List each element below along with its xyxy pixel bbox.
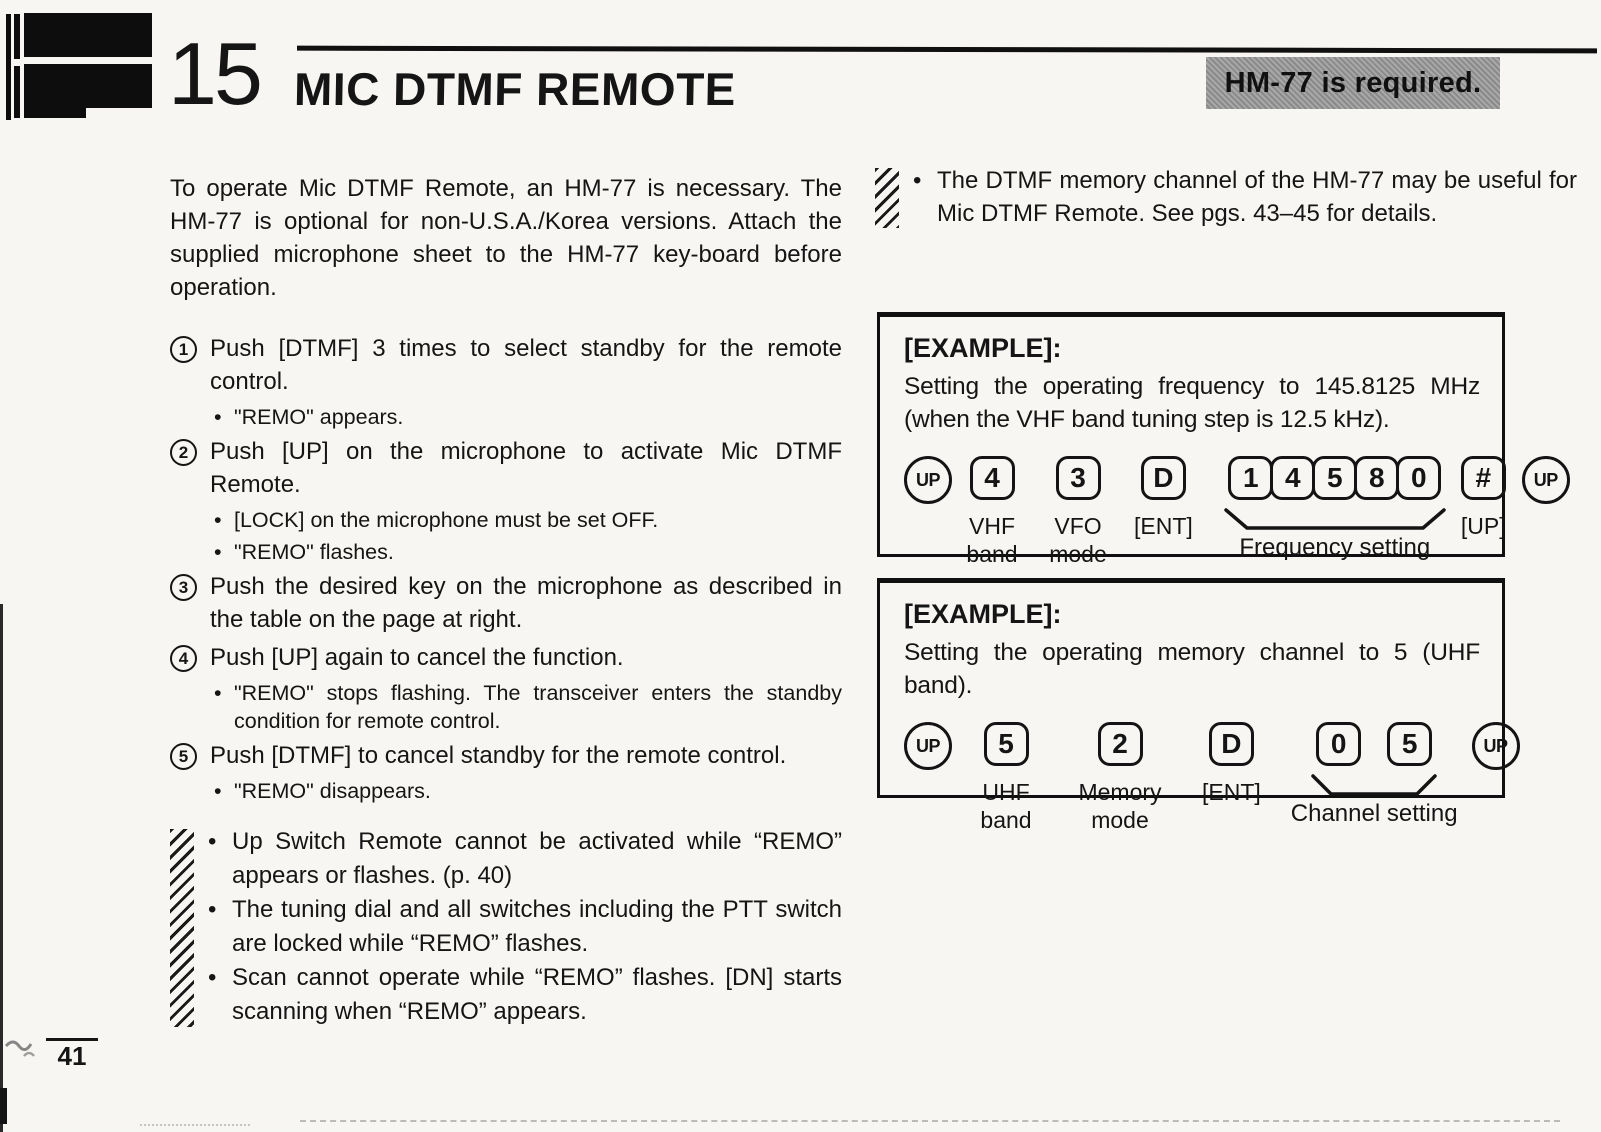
dtmf-key: 4 bbox=[1270, 456, 1315, 500]
dtmf-key: 1 bbox=[1228, 456, 1273, 500]
note-bullet: • The tuning dial and all switches including the PTT switch are locked while “REMO” flashes. bbox=[206, 893, 842, 961]
step-item-5 bbox=[170, 739, 842, 772]
step-text: Push [UP] on the microphone to activate Mic DTMF Remote. bbox=[210, 438, 842, 498]
example-heading: [EXAMPLE]: bbox=[904, 599, 1062, 629]
hatch-bar-icon bbox=[170, 829, 194, 1027]
step-item-2 bbox=[170, 435, 842, 501]
dtmf-key: 4 bbox=[970, 456, 1015, 500]
keypad-column bbox=[1046, 456, 1110, 568]
key-group bbox=[1291, 722, 1458, 828]
up-key: UP bbox=[904, 722, 952, 770]
tab-bar-thin-1 bbox=[6, 14, 11, 120]
dtmf-key: 5 bbox=[1312, 456, 1357, 500]
dtmf-key: 8 bbox=[1354, 456, 1399, 500]
page-title: MIC DTMF REMOTE bbox=[293, 63, 737, 115]
example-box-memory bbox=[877, 578, 1508, 833]
keypad-column bbox=[1068, 722, 1172, 834]
dtmf-key: D bbox=[1141, 456, 1186, 500]
note-right bbox=[875, 164, 1577, 230]
key-group-row bbox=[1316, 722, 1432, 766]
example-description: Setting the operating frequency to 145.8125 MHz (when the VHF band tuning step is 12.5 kHz). bbox=[904, 373, 1480, 433]
step-item-4 bbox=[170, 641, 842, 674]
dtmf-key: 5 bbox=[1387, 722, 1432, 766]
up-key: UP bbox=[1522, 456, 1570, 504]
left-column bbox=[170, 172, 842, 1029]
keypad-column bbox=[974, 722, 1038, 834]
keypad-column bbox=[1202, 722, 1261, 806]
key-caption: [ENT] bbox=[1202, 779, 1261, 805]
keypad-column bbox=[1472, 722, 1520, 770]
tab-bar-block-1 bbox=[24, 13, 152, 57]
dtmf-key: 2 bbox=[1098, 722, 1143, 766]
brace-icon bbox=[1223, 508, 1447, 532]
scan-artifact-line bbox=[140, 1124, 250, 1126]
up-key: UP bbox=[1472, 722, 1520, 770]
example-box-frequency bbox=[877, 312, 1558, 567]
key-caption: Memory mode bbox=[1078, 779, 1162, 833]
step-text: Push [DTMF] to cancel standby for the remote control. bbox=[210, 742, 787, 769]
dtmf-key: # bbox=[1461, 456, 1506, 500]
key-caption: VFO mode bbox=[1049, 513, 1107, 567]
chapter-number: 15 bbox=[168, 24, 260, 123]
key-caption: UHF band bbox=[980, 779, 1032, 833]
brace-icon bbox=[1310, 774, 1438, 798]
step-bullet: • "REMO" disappears. bbox=[210, 777, 842, 805]
keypad-column bbox=[904, 722, 952, 770]
key-caption: [ENT] bbox=[1134, 513, 1193, 539]
requirement-badge: HM-77 is required. bbox=[1206, 57, 1500, 109]
keypad-column bbox=[1522, 456, 1570, 504]
dtmf-key: 3 bbox=[1056, 456, 1101, 500]
key-caption: [UP] bbox=[1460, 513, 1506, 539]
tab-bar-thin-3 bbox=[14, 66, 20, 118]
step-item-1 bbox=[170, 332, 842, 398]
tab-bar-block-2 bbox=[24, 64, 152, 108]
header-rule bbox=[297, 46, 1597, 54]
keypad-column bbox=[1134, 456, 1193, 540]
step-number-icon: 2 bbox=[170, 439, 197, 466]
note-bullet: • The DTMF memory channel of the HM-77 may be useful for Mic DTMF Remote. See pgs. 43–45 for details. bbox=[911, 164, 1577, 230]
step-number-icon: 5 bbox=[170, 743, 197, 770]
dtmf-key: 0 bbox=[1396, 456, 1441, 500]
keypad-column bbox=[904, 456, 952, 504]
page-number: 41 bbox=[57, 1041, 87, 1071]
dtmf-key: 0 bbox=[1316, 722, 1361, 766]
step-bullet: • [LOCK] on the microphone must be set OFF. bbox=[210, 506, 842, 534]
example-description: Setting the operating memory channel to 5 (UHF band). bbox=[904, 639, 1480, 699]
key-group bbox=[1223, 456, 1447, 562]
step-text: Push the desired key on the microphone as described in the table on the page at right. bbox=[210, 573, 842, 633]
page-edge-mark bbox=[0, 604, 3, 1132]
example-heading: [EXAMPLE]: bbox=[904, 333, 1062, 363]
key-group-row bbox=[1228, 456, 1441, 500]
page-edge-mark bbox=[0, 1088, 7, 1124]
key-caption: VHF band bbox=[966, 513, 1018, 567]
group-caption: Channel setting bbox=[1290, 800, 1458, 827]
step-text: Push [DTMF] 3 times to select standby for the remote control. bbox=[210, 335, 842, 395]
group-caption: Frequency setting bbox=[1239, 534, 1431, 561]
example1-keypad bbox=[904, 456, 1558, 568]
step-text: Push [UP] again to cancel the function. bbox=[210, 644, 624, 671]
scan-artifact-line bbox=[300, 1120, 1560, 1122]
step-bullet: • "REMO" flashes. bbox=[210, 538, 842, 566]
dtmf-key: 5 bbox=[984, 722, 1029, 766]
hatch-bar-icon bbox=[875, 168, 899, 228]
steps-list bbox=[170, 332, 842, 805]
example2-keypad bbox=[904, 722, 1508, 834]
intro-paragraph: To operate Mic DTMF Remote, an HM-77 is necessary. The HM-77 is optional for non-U.S.A./Korea versions. Attach the supplied microphone sheet to the HM-77 key-board before operation. bbox=[170, 175, 842, 301]
tab-bar-block-3 bbox=[24, 108, 86, 118]
dtmf-key: D bbox=[1209, 722, 1254, 766]
step-number-icon: 3 bbox=[170, 574, 197, 601]
note-bullet: • Scan cannot operate while “REMO” flashes. [DN] starts scanning when “REMO” appears. bbox=[206, 961, 842, 1029]
note-left bbox=[170, 825, 842, 1029]
keypad-column bbox=[1461, 456, 1506, 540]
up-key: UP bbox=[904, 456, 952, 504]
step-number-icon: 1 bbox=[170, 336, 197, 363]
tab-bar-thin-2 bbox=[14, 14, 20, 59]
step-bullet: • "REMO" stops flashing. The transceiver enters the standby condition for remote control. bbox=[210, 679, 842, 735]
ink-smudge bbox=[4, 1032, 52, 1064]
step-bullet: • "REMO" appears. bbox=[210, 403, 842, 431]
note-bullet: • Up Switch Remote cannot be activated while “REMO” appears or flashes. (p. 40) bbox=[206, 825, 842, 893]
step-number-icon: 4 bbox=[170, 645, 197, 672]
keypad-column bbox=[960, 456, 1024, 568]
step-item-3 bbox=[170, 570, 842, 636]
